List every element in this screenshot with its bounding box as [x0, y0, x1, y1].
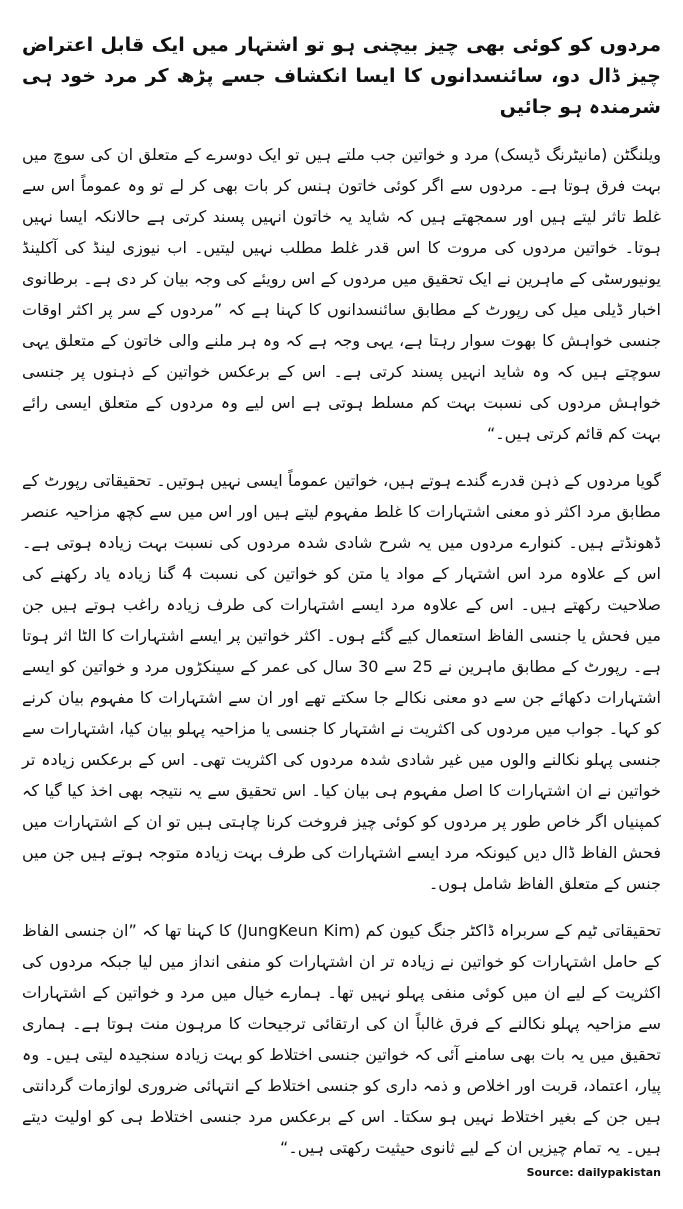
article-paragraph-1: ویلنگٹن (مانیٹرنگ ڈیسک) مرد و خواتین جب ملتے ہیں تو ایک دوسرے کے متعلق ان کی سوچ میں بہت فرق ہوتا ہے۔ مردوں سے اگر کوئی خاتون ہنس کر بات بھی کر لے تو وہ عموماً اس سے غلط تاثر لیتے ہیں اور سمجھتے ہیں کہ شاید یہ خاتون انہیں پسند کرتی ہے حالانکہ ایسا نہیں ہوتا۔ خواتین مردوں کی مروت کا اس قدر غلط مطلب نہیں لیتیں۔ اب نیوزی لینڈ کی آکلینڈ یونیورسٹی کے ماہرین نے ایک تحقیق میں مردوں کے اس رویئے کی وجہ بیان کر دی ہے۔ برطانوی اخبار ڈیلی میل کی رپورٹ کے مطابق سائنسدانوں کا کہنا ہے کہ ”مردوں کے سر پر اکثر اوقات جنسی خواہش کا بھوت سوار رہتا ہے، یہی وجہ ہے کہ وہ ہر ملنے والی خاتون کے متعلق یہی سوچتے ہیں کہ وہ شاید انہیں پسند کرتی ہے۔ اس کے برعکس خواتین کے ذہنوں پر جنسی خواہش مردوں کی نسبت بہت کم مسلط ہوتی ہے اس لیے وہ مردوں کے متعلق ایسی رائے بہت کم قائم کرتی ہیں۔“ — [22, 145, 662, 443]
article-paragraph-3: تحقیقاتی ٹیم کے سربراہ ڈاکٹر جنگ کیون کم (JungKeun Kim) کا کہنا تھا کہ ”ان جنسی الفاظ کے حامل اشتہارات کو خواتین نے زیادہ تر ان اشتہارات کو منفی انداز میں لیا جبکہ مردوں کی اکثریت کے لیے ان میں کوئی منفی پہلو نہیں تھا۔ ہمارے خیال میں مرد و خواتین کے اشتہارات سے مزاحیہ پہلو نکالنے کے فرق غالباً ان کی ارتقائی ترجیحات کا مرہون منت ہوتا ہے۔ ہماری تحقیق میں یہ بات بھی سامنے آئی کہ خواتین جنسی اختلاط کو بہت زیادہ سنجیدہ لیتی ہیں۔ وہ پیار، اعتماد، قربت اور اخلاص و ذمہ داری کو جنسی اختلاط کے انتہائی ضروری لوازمات گردانتی ہیں جن کے بغیر اختلاط نہیں ہو سکتا۔ اس کے برعکس مرد جنسی اختلاط ہی کو اولیت دیتے ہیں۔ یہ تمام چیزیں ان کے لیے ثانوی حیثیت رکھتی ہیں۔“ — [22, 921, 661, 1157]
article-headline: مردوں کو کوئی بھی چیز بیچنی ہو تو اشتہار میں ایک قابل اعتراض چیز ڈال دو، سائنسدانوں کا ایسا انکشاف جسے پڑھ کر مرد خود ہی شرمندہ ہو جائیں — [22, 34, 661, 118]
article-paragraph-2: گویا مردوں کے ذہن قدرے گندے ہوتے ہیں، خواتین عموماً ایسی نہیں ہوتیں۔ تحقیقاتی رپورٹ کے مطابق مرد اکثر ذو معنی اشتہارات کا غلط مفہوم لیتے ہیں اور اس میں سے کچھ مزاحیہ عنصر ڈھونڈتے ہیں۔ کنوارے مردوں میں یہ شرح شادی شدہ مردوں کی نسبت بہت زیادہ ہوتی ہے۔ اس کے علاوہ مرد اس اشتہار کے مواد یا متن کو خواتین کی نسبت 4 گنا زیادہ یاد رکھنے کی صلاحیت رکھتے ہیں۔ اس کے علاوہ مرد ایسے اشتہارات کی طرف زیادہ راغب ہوتے ہیں جن میں فحش یا جنسی الفاظ استعمال کیے گئے ہوں۔ اکثر خواتین پر ایسے اشتہارات کا الٹا اثر ہوتا ہے۔ رپورٹ کے مطابق ماہرین نے 25 سے 30 سال کی عمر کے سینکڑوں مرد و خواتین کو ایسے اشتہارات دکھائے جن سے دو معنی نکالے جا سکتے تھے اور ان سے اشتہارات کا مفہوم بیان کرنے کو کہا۔ جواب میں مردوں کی اکثریت نے اشتہار کا جنسی یا مزاحیہ پہلو بیان کیا، اشتہارات سے جنسی پہلو نکالنے والوں میں غیر شادی شدہ مردوں کی اکثریت تھی۔ اس کے برعکس زیادہ تر خواتین نے ان اشتہارات کا اصل مفہوم ہی بیان کیا۔ اس تحقیق سے یہ نتیجہ بھی اخذ کیا گیا کہ کمپنیاں اگر خاص طور پر مردوں کو کوئی چیز فروخت کرنا چاہتی ہیں تو ان کے اشتہارات میں فحش الفاظ ڈال دیں کیونکہ مرد ایسے اشتہارات کی طرف بہت زیادہ متوجہ ہوتے ہیں جن میں جنس کے متعلق الفاظ شامل ہوں۔ — [22, 471, 662, 893]
source-credit: Source: dailypakistan — [526, 1166, 661, 1179]
